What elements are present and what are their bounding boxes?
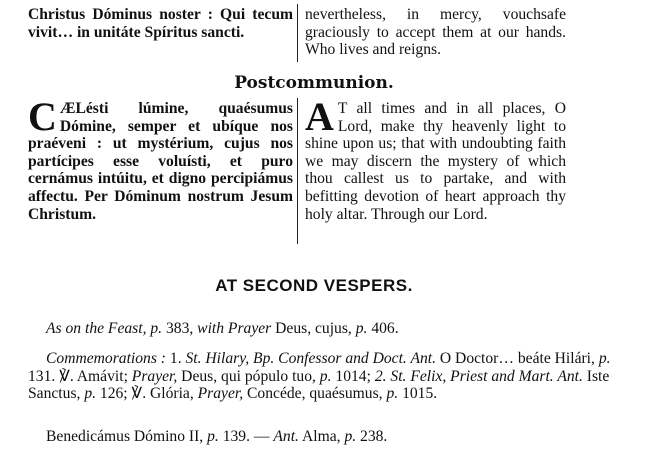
page-ref: 238. [356, 428, 388, 445]
page-abbrev: p. [598, 350, 611, 367]
antiphon-incipit: O Doctor… beáte Hilári, [436, 350, 599, 367]
rubric-text: Commemorations : [46, 350, 170, 367]
page-abbrev: p. [386, 385, 399, 403]
rubric-text: Prayer, [197, 385, 244, 403]
postcommunion-english-text: T all times and in all places, O Lord, make thy heavenly light to shine upon us; that with undoubting faith we may discern the mystery of which thou callest us to partake, and with befitting devotion of heart approach thy holy altar. Through our Lord. [305, 100, 566, 223]
page-ref: 139. — [218, 428, 274, 445]
rubric-text: with Prayer [197, 320, 272, 337]
page-ref: 1015. [398, 385, 438, 403]
antiphon-incipit: Alma, [298, 428, 345, 445]
rubric-text: As on the Feast, p. [46, 320, 163, 337]
column-divider-postcommunion [297, 98, 298, 244]
prayer-incipit: Deus, cujus, [275, 320, 356, 337]
postcommunion-latin [28, 94, 293, 223]
page-ref: 1014; [331, 367, 375, 385]
versicle-text: 131. ℣. Amávit; [28, 367, 132, 385]
english-drop-cap: A [305, 94, 334, 139]
postcommunion-heading: Postcommunion. [234, 73, 394, 93]
rubric-text: St. Hilary, Bp. Confessor and Doct. Ant. [185, 350, 436, 367]
versicle-text: 126; ℣. Glória, [96, 385, 198, 403]
chant-text: Benedicámus Dómino II, [46, 428, 208, 445]
number: 1. [169, 350, 186, 367]
vespers-line-feast [46, 320, 646, 338]
page-abbrev: p. [84, 385, 97, 403]
prayer-incipit: Deus, qui pópulo tuo, [177, 367, 320, 385]
rubric-text: Ant. [273, 428, 299, 445]
rubric-text: Prayer, [131, 367, 178, 385]
secret-english-text: nevertheless, in mercy, vouchsafe graciously to accept them at our hands. Who lives and reigns. [305, 6, 566, 59]
page-ref: 406. [371, 320, 399, 337]
secret-latin-text: Christus Dóminus noster : Qui tecum vivit… in unitáte Spíritus sancti. [28, 6, 293, 41]
page-abbrev: p. [207, 428, 219, 445]
postcommunion-english [305, 94, 566, 223]
postcommunion-latin-text: ÆLésti lúmine, quaésumus Dómine, semper et ubíque nos praéveni : ut mystérium, cujus nos partícipes esse voluísti, et puro cernámus intúitu, et digno percipiámus affectu. Per Dóminum nostrum Jesum Christum. [28, 100, 293, 223]
number: 2. [374, 367, 391, 385]
vespers-line-benedicamus [46, 428, 646, 446]
vespers-heading: AT SECOND VESPERS. [215, 276, 413, 295]
prayer-incipit: Concéde, quaésumus, [243, 385, 387, 403]
antiphon-incipit: Iste Sanctus, [28, 367, 610, 403]
page-ref: 383, [165, 320, 198, 337]
page-abbrev: p. [355, 320, 368, 337]
page-abbrev: p. [319, 367, 332, 385]
rubric-text: St. Felix, Priest and Mart. Ant. [390, 367, 583, 385]
column-divider-top [297, 4, 298, 62]
vespers-line-commemorations [28, 350, 628, 403]
latin-drop-cap: C [28, 94, 57, 139]
page-abbrev: p. [344, 428, 357, 445]
